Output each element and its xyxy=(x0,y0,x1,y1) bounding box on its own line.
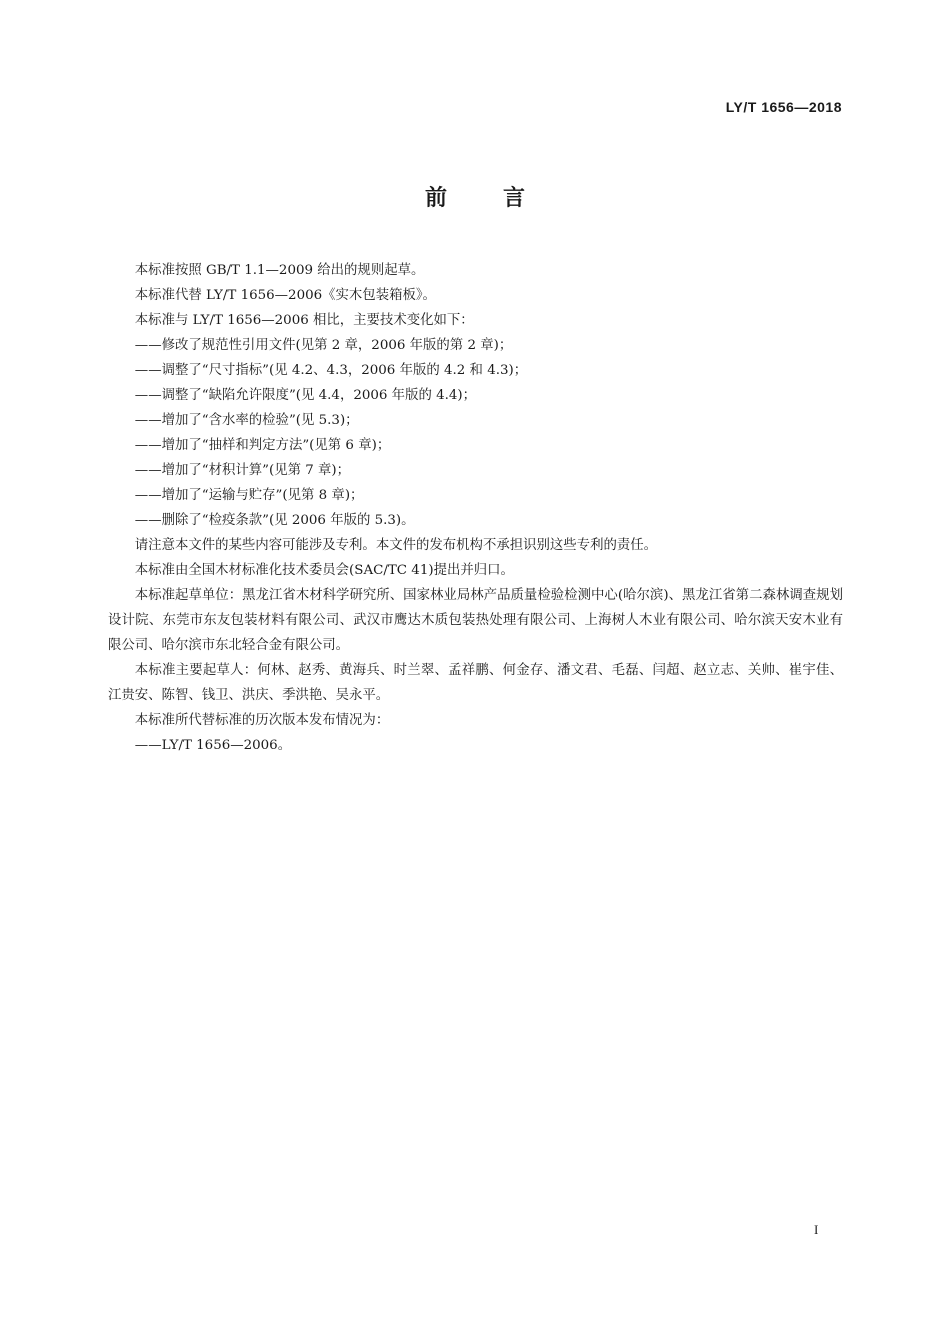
paragraph-history-intro: 本标准所代替标准的历次版本发布情况为： xyxy=(134,713,390,728)
foreword-body xyxy=(108,258,843,758)
paragraph-replaces: 本标准代替 LY/T 1656—2006《实木包装箱板》。 xyxy=(134,288,436,303)
change-item: ——增加了“材积计算”(见第 7 章)； xyxy=(134,463,351,478)
change-item: ——增加了“抽样和判定方法”(见第 6 章)； xyxy=(134,438,391,453)
paragraph-patent-notice: 请注意本文件的某些内容可能涉及专利。本文件的发布机构不承担识别这些专利的责任。 xyxy=(134,538,658,553)
paragraph-drafting-rules: 本标准按照 GB/T 1.1—2009 给出的规则起草。 xyxy=(134,263,425,278)
change-item: ——修改了规范性引用文件(见第 2 章，2006 年版的第 2 章)； xyxy=(134,338,513,353)
page-number: I xyxy=(814,1222,819,1237)
change-item: ——调整了“缺陷允许限度”(见 4.4，2006 年版的 4.4)； xyxy=(134,388,477,403)
paragraph-changes-intro: 本标准与 LY/T 1656—2006 相比，主要技术变化如下： xyxy=(134,313,474,328)
change-item: ——增加了“含水率的检验”(见 5.3)； xyxy=(134,413,359,428)
paragraph-drafting-units: 本标准起草单位：黑龙江省木材科学研究所、国家林业局林产品质量检验检测中心(哈尔滨)、黑龙江省第二森林调查规划设计院、东莞市东友包装材料有限公司、武汉市鹰达木质包装热处理有限公司、上海树人木业有限公司、哈尔滨天安木业有限公司、哈尔滨市东北轻合金有限公司。 xyxy=(108,588,843,653)
change-item: ——删除了“检疫条款”(见 2006 年版的 5.3)。 xyxy=(134,513,415,528)
paragraph-proposer: 本标准由全国木材标准化技术委员会(SAC/TC 41)提出并归口。 xyxy=(134,563,514,578)
change-item: ——调整了“尺寸指标”(见 4.2、4.3，2006 年版的 4.2 和 4.3)； xyxy=(134,363,528,378)
page-title: 前言 xyxy=(424,186,581,211)
change-item: ——增加了“运输与贮存”(见第 8 章)； xyxy=(134,488,364,503)
document-code: LY/T 1656—2018 xyxy=(725,99,842,115)
history-item: ——LY/T 1656—2006。 xyxy=(134,738,292,753)
paragraph-drafters: 本标准主要起草人：何林、赵秀、黄海兵、时兰翠、孟祥鹏、何金存、潘文君、毛磊、闫超、赵立志、关帅、崔宇佳、江贵安、陈智、钱卫、洪庆、季洪艳、吴永平。 xyxy=(108,663,843,703)
